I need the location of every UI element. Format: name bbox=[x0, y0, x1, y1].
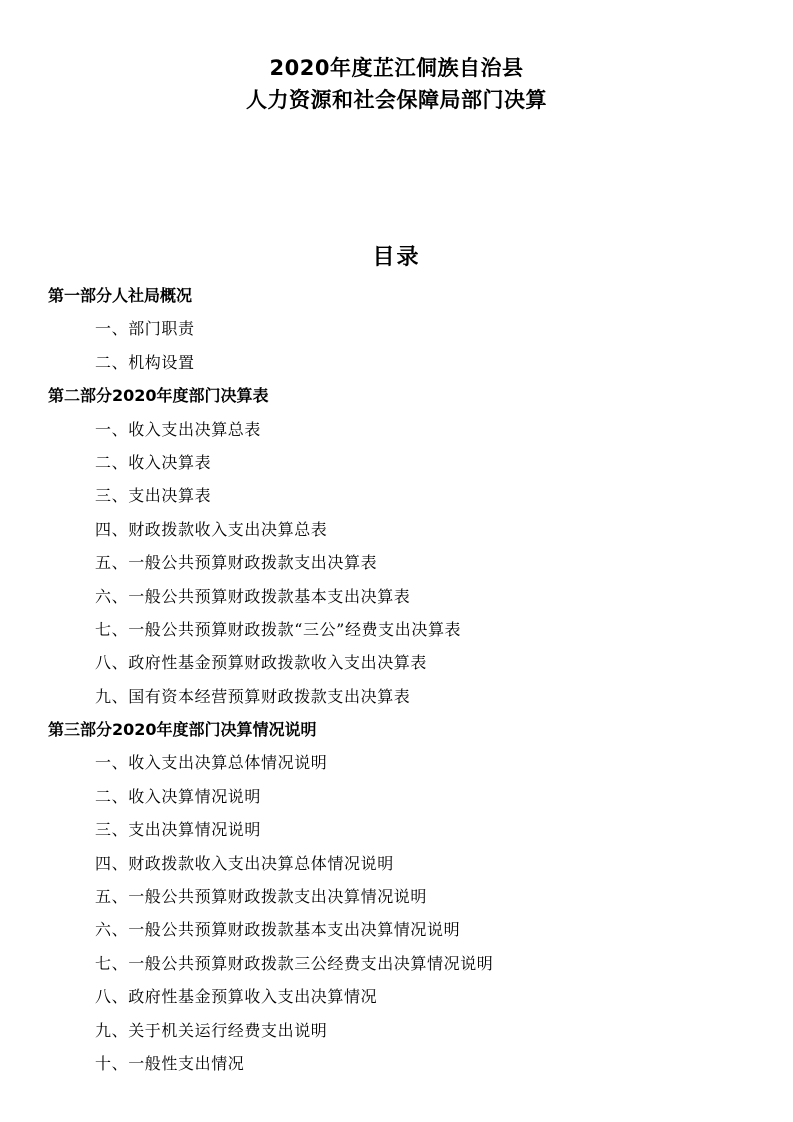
title-line-2: 人力资源和社会保障局部门决算 bbox=[246, 88, 547, 112]
toc-heading: 目录 bbox=[372, 245, 421, 270]
toc-item: 三、支出决算表 bbox=[95, 486, 212, 506]
toc-item: 六、一般公共预算财政拨款基本支出决算表 bbox=[95, 586, 411, 606]
toc-item: 四、财政拨款收入支出决算总表 bbox=[95, 519, 328, 539]
toc-item: 一、收入支出决算总体情况说明 bbox=[95, 753, 328, 773]
toc-item: 八、政府性基金预算财政拨款收入支出决算表 bbox=[95, 653, 428, 673]
toc-item: 三、支出决算情况说明 bbox=[95, 820, 262, 840]
toc-item: 九、国有资本经营预算财政拨款支出决算表 bbox=[95, 686, 411, 706]
toc-item: 十、一般性支出情况 bbox=[95, 1053, 245, 1073]
toc-item: 二、收入决算表 bbox=[95, 452, 212, 472]
toc-part-title: 第二部分2020年度部门决算表 bbox=[48, 386, 269, 406]
toc-item: 七、一般公共预算财政拨款“三公”经费支出决算表 bbox=[95, 619, 462, 639]
toc-item: 四、财政拨款收入支出决算总体情况说明 bbox=[95, 853, 394, 873]
toc-item: 六、一般公共预算财政拨款基本支出决算情况说明 bbox=[95, 920, 461, 940]
table-of-contents bbox=[48, 279, 768, 1080]
document-title bbox=[0, 52, 793, 116]
toc-part-title: 第三部分2020年度部门决算情况说明 bbox=[48, 720, 317, 740]
toc-part-title: 第一部分人社局概况 bbox=[48, 286, 193, 305]
toc-item: 二、机构设置 bbox=[95, 352, 195, 372]
toc-item: 一、收入支出决算总表 bbox=[95, 419, 262, 439]
toc-item: 九、关于机关运行经费支出说明 bbox=[95, 1020, 328, 1040]
toc-item: 二、收入决算情况说明 bbox=[95, 786, 262, 806]
title-line-1: 2020年度芷江侗族自治县 bbox=[269, 56, 524, 80]
toc-item: 七、一般公共预算财政拨款三公经费支出决算情况说明 bbox=[95, 953, 494, 973]
toc-item: 五、一般公共预算财政拨款支出决算情况说明 bbox=[95, 887, 428, 907]
toc-item: 五、一般公共预算财政拨款支出决算表 bbox=[95, 553, 378, 573]
toc-item: 一、部门职责 bbox=[95, 319, 195, 339]
toc-item: 八、政府性基金预算收入支出决算情况 bbox=[95, 987, 378, 1007]
